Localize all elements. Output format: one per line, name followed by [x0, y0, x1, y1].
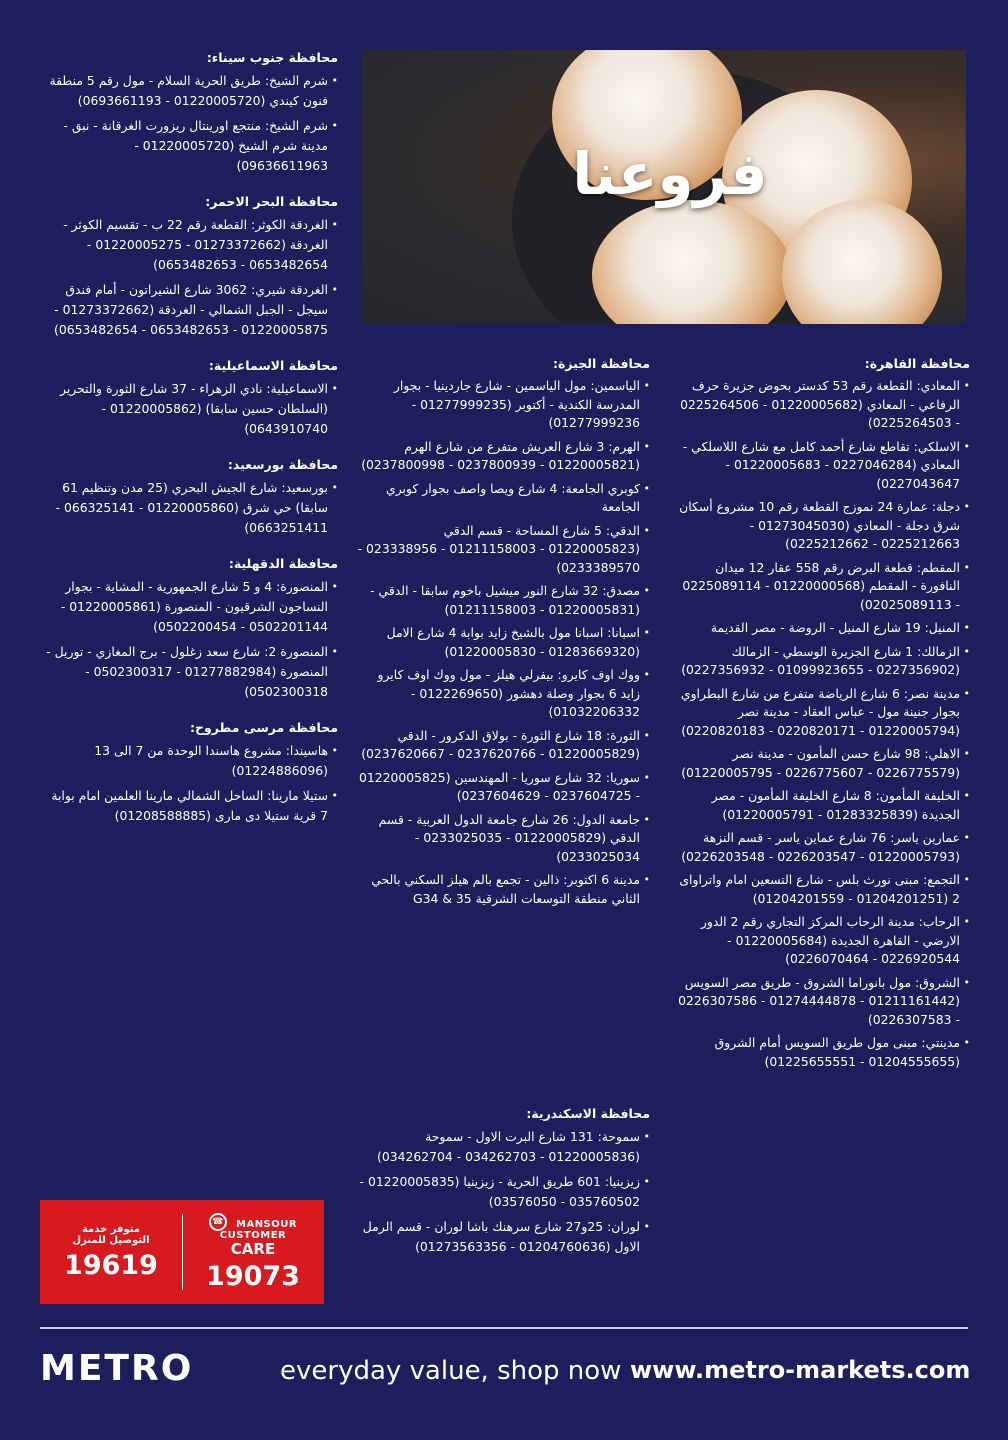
delivery-text-1: متوفر خدمة — [81, 1223, 141, 1235]
branch-entry: • دجلة: عمارة 24 نموزج القطعة رقم 10 مشروع أسكان شرق دجلة - المعادي (01273045030 - 0225212663 - 0225212662) — [678, 498, 970, 554]
branch-entry: • المنصورة 2: شارع سعد زغلول - برج المغازي - توريل - المنصورة (01277882984 - 0502300317 - 0502300318) — [42, 642, 338, 702]
cairo-heading: محافظة القاهرة: — [864, 356, 970, 371]
branch-entry: • الاهلي: 98 شارع حسن المأمون - مدينة نصر (0226775579 - 0226775607 - 01220005795) — [678, 745, 970, 782]
branch-entry: • الهرم: 3 شارع العريش متفرع من شارع الهرم (01220005821 - 0237800939 - 0237800998) — [356, 438, 650, 475]
branch-entry: • جامعة الدول: 26 شارع جامعة الدول العربية - قسم الدقي (01220005829 - 0233025035 - 0233025034) — [356, 811, 650, 867]
branch-entry: • عمارين ياسر: 76 شارع عماين ياسر - قسم النزهة (01220005793 - 0226203547 - 0226203548) — [678, 829, 970, 866]
branch-entry: • الزمالك: 1 شارع الجزيرة الوسطي - الزمالك (0227356902 - 01099923655 - 0227356932) — [678, 643, 970, 680]
branch-entry: • ووك اوف كايرو: بيفرلي هيلز - مول ووك اوف كايرو زايد 6 بجوار وصلة دهشور (0122269650 - 01032206332) — [356, 666, 650, 722]
alex-section — [356, 1106, 650, 1257]
south-sinai-heading: محافظة جنوب سيناء: — [206, 50, 338, 65]
branch-entry: • الياسمين: مول الياسمين - شارع جاردينيا - بجوار المدرسة الكندية - أكتوبر (01277999235 - 01277999236) — [356, 377, 650, 433]
governorates-column — [42, 50, 338, 844]
customer-care-hotline[interactable] — [182, 1212, 324, 1293]
hero-banner — [362, 50, 966, 324]
branch-entry: • اسبانا: اسبانا مول بالشيخ زايد بوابة 4 شارع الامل (01283669320 - 01220005830) — [356, 624, 650, 661]
care-number: 19073 — [206, 1261, 300, 1293]
delivery-hotline[interactable] — [40, 1224, 182, 1281]
red-sea-section — [42, 194, 338, 340]
branch-entry: • الشروق: مول بانوراما الشروق - طريق مصر السويس (01211161442 - 01274444878 - 0226307586 - 0226307583) — [678, 974, 970, 1030]
branch-entry: • الثورة: 18 شارع الثورة - بولاق الدكرور - الدقي (01220005829 - 0237620766 - 0237620667) — [356, 727, 650, 764]
red-sea-heading: محافظة البحر الاحمر: — [205, 194, 338, 209]
footer-url-link[interactable]: www.metro-markets.com — [630, 1356, 971, 1384]
care-word-1: CUSTOMER — [219, 1230, 287, 1242]
branch-entry: • مدينة نصر: 6 شارع الرياضة متفرع من شارع البطراوي بجوار جنينة مول - عباس العقاد - مدينة نصر (01220005794 - 0220820171 - 0220820183) — [678, 685, 970, 741]
footer-divider — [40, 1327, 968, 1329]
port-said-section — [42, 457, 338, 538]
branch-entry: • الغردقة شيري: 3062 شارع الشيراتون - أمام فندق سيجل - الجبل الشمالي - الغردقة (01273372662 - 01220005875 - 0653482653 - 0653482654) — [42, 280, 338, 340]
marsa-matrouh-section — [42, 720, 338, 826]
delivery-text-2: التوصيل للمنزل — [72, 1234, 150, 1246]
branch-entry: • بورسعيد: شارع الجيش البحري (25 مدن وتنظيم 61 سابقا) حي شرق (01220005860 - 066325141 - 0663251411) — [42, 478, 338, 538]
delivery-number: 19619 — [64, 1249, 158, 1281]
branch-entry: • لوران: 25و27 شارع سرهنك باشا لوران - قسم الرمل الاول (01204760636 - 01273563356) — [356, 1217, 650, 1257]
branch-entry: • الخليفة المأمون: 8 شارع الخليفة المأمون - مصر الجديدة (01283325839 - 01220005791) — [678, 787, 970, 824]
branch-entry: • المقطم: قطعة البرض رقم 558 عقار 12 ميدان النافورة - المقطم (01220000568 - 0225089114 - 02025089113) — [678, 559, 970, 615]
branch-entry: • الدقي: 5 شارع المساحة - قسم الدقي (01220005823 - 01211158003 - 023338956 - 0233389570) — [356, 522, 650, 578]
branch-entry: • سوريا: 32 شارع سوريا - المهندسين (01220005825 - 0237604725 - 0237604629) — [356, 769, 650, 806]
branch-entry: • زيزينيا: 601 طريق الحرية - زيزينيا (01220005835 - 035760502 - 03576050) — [356, 1172, 650, 1212]
branch-entry: • الاسلكي: تقاطع شارع أحمد كامل مع شارع اللاسلكي - المعادي (0227046284 - 01220005683 - 0227043647) — [678, 438, 970, 494]
care-brand: MANSOUR — [236, 1218, 298, 1230]
giza-heading: محافظة الجيزة: — [553, 356, 650, 371]
branch-entry: • التجمع: مبنى نورث بلس - شارع التسعين امام واتراواى 2 (01204201251 - 01204201559) — [678, 871, 970, 908]
south-sinai-section — [42, 50, 338, 176]
branch-entry: • سموحة: 131 شارع البرت الاول - سموحة (01220005836 - 034262703 - 034262704) — [356, 1127, 650, 1167]
hotline-badge — [40, 1200, 324, 1304]
giza-section — [356, 356, 650, 908]
metro-logo: METRO — [40, 1348, 194, 1389]
giza-column — [356, 356, 650, 930]
branch-entry: • الرحاب: مدينة الرحاب المركز التجاري رقم 2 الدور الارضي - القاهرة الجديدة (01220005684 - 0226920544 - 0226070464) — [678, 913, 970, 969]
branch-entry: • الاسماعيلية: نادي الزهراء - 37 شارع الثورة والتحرير (السلطان حسين سابقا) (01220005862 - 0643910740) — [42, 379, 338, 439]
branch-entry: • شرم الشيخ: منتجع اورينتال ريزورت الغرقانة - نبق - مدينة شرم الشيخ (01220005720 - 09636611963) — [42, 116, 338, 176]
branch-entry: • ستيلا مارينا: الساحل الشمالي مارينا العلمين امام بوابة 7 قرية ستيلا دى مارى (01208588885) — [42, 786, 338, 826]
alex-heading: محافظة الاسكندرية: — [526, 1106, 650, 1121]
care-word-2: CARE — [230, 1240, 276, 1259]
alex-column — [356, 1106, 650, 1279]
branch-entry: • هاسيندا: مشروع هاسندا الوحدة من 7 الى 13 (01224886096) — [42, 741, 338, 781]
branch-entry: • مدينة 6 اكتوبر: ذالين - تجمع بالم هيلز السكني بالحي الثاني منطقة التوسعات الشرقية G34 & 35 — [356, 871, 650, 908]
branch-entry: • الغردقة الكوثر: القطعة رقم 22 ب - تقسيم الكوثر - الغردقة (01273372662 - 01220005275 - 0653482654 - 0653482653) — [42, 215, 338, 275]
branch-entry: • شرم الشيخ: طريق الحرية السلام - مول رقم 5 منطقة فنون كيندي (01220005720 - 0693661193) — [42, 71, 338, 111]
branch-entry: • المنيل: 19 شارع المنيل - الروضة - مصر القديمة — [678, 619, 970, 638]
branch-entry: • مدينتي: مبنى مول طريق السويس أمام الشروق (01204555655 - 01225655551) — [678, 1034, 970, 1071]
hero-title: فروعنا — [572, 140, 768, 208]
ismailia-heading: محافظة الاسماعيلية: — [208, 358, 338, 373]
cairo-section — [678, 356, 970, 1071]
branch-entry: • المعادي: القطعة رقم 53 كدستر بحوض جزيرة حرف الرفاعي - المعادي (01220005682 - 0225264506 - 0225264503) — [678, 377, 970, 433]
dakahlia-section — [42, 556, 338, 702]
marsa-matrouh-heading: محافظة مرسى مطروح: — [189, 720, 338, 735]
ismailia-section — [42, 358, 338, 439]
branch-entry: • مصدق: 32 شارع النور ميشيل باخوم سابقا - الدقي - (01220005831 - 01211158003) — [356, 582, 650, 619]
branch-entry: • المنصورة: 4 و 5 شارع الجمهورية - المشاية - بجوار النساجون الشرقيون - المنصورة (01220005861 - 0502201144 - 0502200454) — [42, 577, 338, 637]
branch-entry: • كوبري الجامعة: 4 شارع ويصا واصف بجوار كوبري الجامعة — [356, 480, 650, 517]
phone-icon: ☎ — [209, 1213, 227, 1231]
footer-tagline: everyday value, shop now — [280, 1356, 622, 1386]
dakahlia-heading: محافظة الدقهلية: — [228, 556, 338, 571]
cairo-column — [678, 356, 970, 1093]
port-said-heading: محافظة بورسعيد: — [227, 457, 338, 472]
